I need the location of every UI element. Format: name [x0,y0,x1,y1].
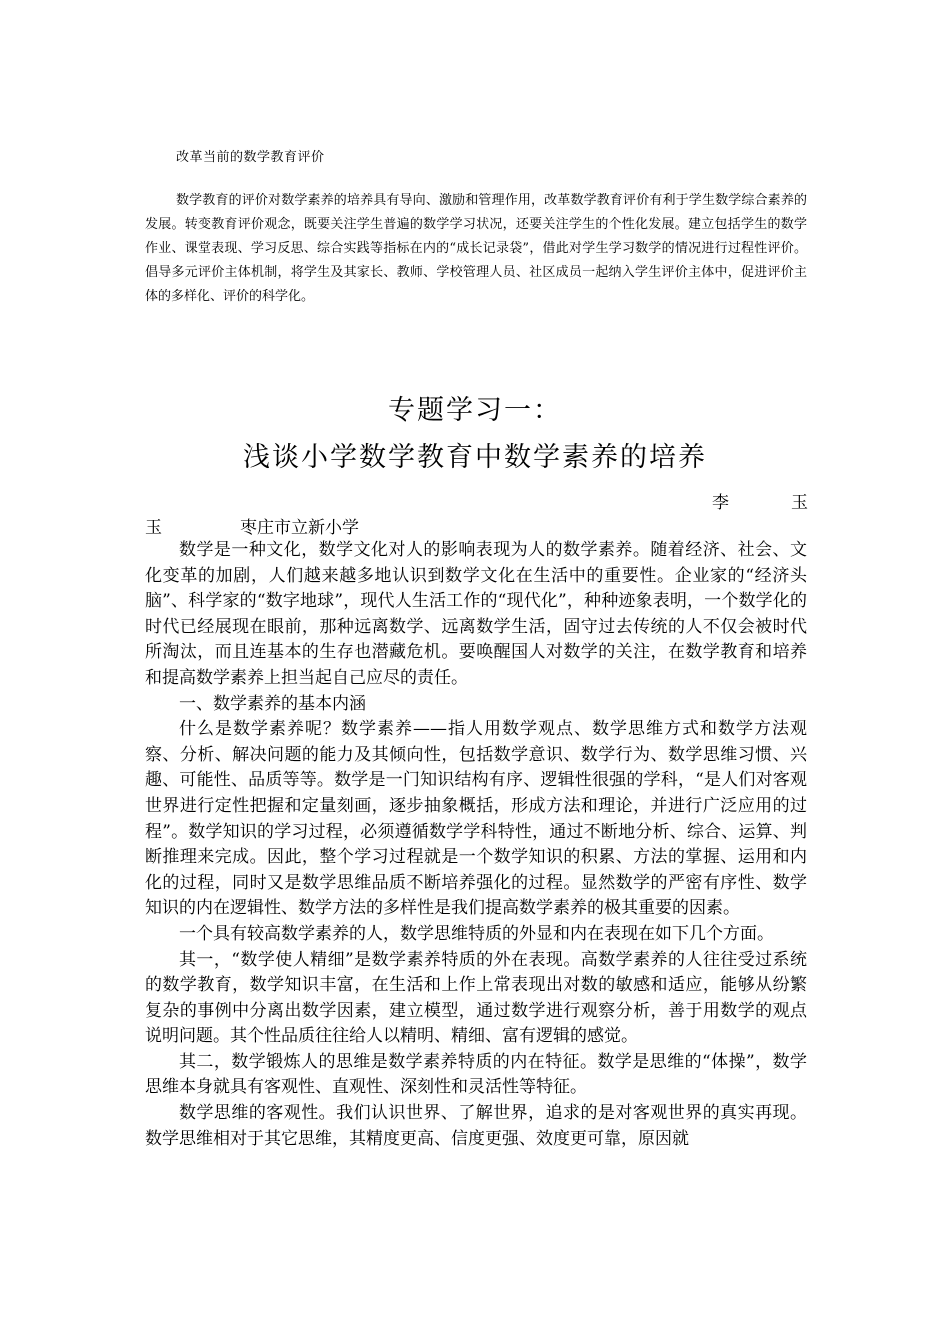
intro-paragraph: 数学教育的评价对数学素养的培养具有导向、激励和管理作用，改革数学教育评价有利于学生数学综合素养的发展。转变教育评价观念，既要关注学生普遍的数学学习状况，还要关注学生的个性化发展。建立包括学生的数学作业、课堂表现、学习反思、综合实践等指标在内的“成长记录袋”，借此对学生学习数学的情况进行过程性评价。倡导多元评价主体机制，将学生及其家长、教师、学校管理人员、社区成员一起纳入学生评价主体中，促进评价主体的多样化、评价的科学化。 [145,193,807,304]
section-heading: 改革当前的数学教育评价 [176,150,325,165]
body-paragraph: 数学是一种文化，数学文化对人的影响表现为人的数学素养。随着经济、社会、文化变革的加剧，人们越来越多地认识到数学文化在生活中的重要性。企业家的“经济头脑”、科学家的“数字地球”，现代人生活工作的“现代化”，种种迹象表明，一个数学化的时代已经展现在眼前，那种远离数学、远离数学生活，固守过去传统的人不仅会被时代所淘汰，而且连基本的生存也潜藏危机。要唤醒国人对数学的关注，在数学教育和培养和提高数学素养上担当起自己应尽的责任。 [145,540,807,688]
body-paragraph: 什么是数学素养呢？数学素养——指人用数学观点、数学思维方式和数学方法观察、分析、解决问题的能力及其倾向性，包括数学意识、数学行为、数学思维习惯、兴趣、可能性、品质等等。数学是一门知识结构有序、逻辑性很强的学科，“是人们对客观世界进行定性把握和定量刻画，逐步抽象概括，形成方法和理论，并进行广泛应用的过程”。数学知识的学习过程，必须遵循数学学科特性，通过不断地分析、综合、运算、判断推理来完成。因此，整个学习过程就是一个数学知识的积累、方法的掌握、运用和内化的过程，同时又是数学思维品质不断培养强化的过程。显然数学的严密有序性、数学知识的内在逻辑性、数学方法的多样性是我们提高数学素养的极其重要的因素。 [145,719,807,919]
section-subheading: 一、数学素养的基本内涵 [179,693,366,714]
body-paragraph: 其二，数学锻炼人的思维是数学素养特质的内在特征。数学是思维的“体操”，数学思维本身就具有客观性、直观性、深刻性和灵活性等特征。 [145,1051,807,1098]
author-given-name-1: 玉 [791,493,808,513]
author-given-name-2: 玉 [145,518,162,538]
body-paragraph: 一个具有较高数学素养的人，数学思维特质的外显和内在表现在如下几个方面。 [179,923,774,944]
author-line-1 [712,488,808,513]
body-paragraph: 其一，“数学使人精细”是数学素养特质的外在表现。高数学素养的人往往受过系统的数学教育，数学知识丰富，在生活和上作上常表现出对数的敏感和适应，能够从纷繁复杂的事例中分离出数学因素，建立模型，通过数学进行观察分析，善于用数学的观点说明问题。其个性品质往往给人以精明、精细、富有逻辑的感觉。 [145,949,807,1047]
intro-block [145,189,807,309]
author-school: 枣庄市立新小学 [240,518,359,538]
article-body [145,538,807,1152]
author-surname: 李 [712,493,729,513]
author-line-2 [145,513,359,538]
body-paragraph: 数学思维的客观性。我们认识世界、了解世界，追求的是对客观世界的真实再现。数学思维相对于其它思维，其精度更高、信度更强、效度更可靠，原因就 [145,1103,807,1149]
document-title-line-1: 专题学习一： [388,395,562,426]
document-title-line-2: 浅谈小学数学教育中数学素养的培养 [243,442,707,473]
